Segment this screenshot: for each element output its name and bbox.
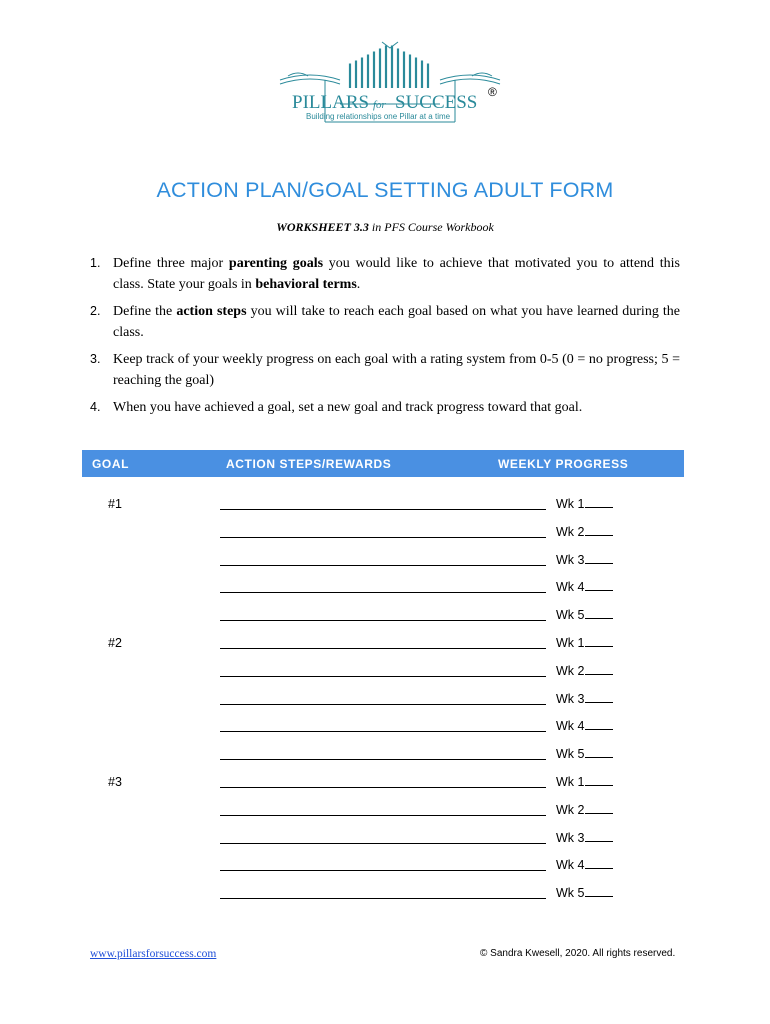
instruction-number: 3. bbox=[90, 352, 101, 366]
goal-week-row bbox=[220, 745, 640, 763]
instruction-number: 1. bbox=[90, 256, 101, 270]
week-rating-blank[interactable] bbox=[585, 856, 613, 869]
instruction-text: you would like to achieve that motivated you to attend this class. State your goals in bbox=[113, 256, 680, 292]
logo-name-success: SUCCESS bbox=[395, 92, 478, 113]
header-action-steps: ACTION STEPS/REWARDS bbox=[226, 457, 392, 471]
week-rating-blank[interactable] bbox=[585, 495, 613, 508]
week-label: Wk 2 bbox=[556, 524, 585, 539]
week-rating-blank[interactable] bbox=[585, 523, 613, 536]
instruction-item bbox=[90, 397, 680, 418]
week-label: Wk 2 bbox=[556, 802, 585, 817]
goal-week-row bbox=[220, 578, 640, 596]
instruction-item bbox=[90, 349, 680, 391]
week-progress bbox=[556, 495, 613, 511]
goal-label: #1 bbox=[108, 497, 122, 511]
registered-mark: ® bbox=[488, 85, 497, 99]
goal-week-row bbox=[220, 662, 640, 680]
week-progress bbox=[556, 690, 613, 706]
week-label: Wk 1 bbox=[556, 775, 585, 789]
action-step-blank-line[interactable] bbox=[220, 648, 546, 649]
instruction-number: 2. bbox=[90, 304, 101, 318]
logo-name-pillars: PILLARS bbox=[292, 92, 370, 113]
instruction-text: Define three major bbox=[113, 256, 229, 271]
week-label: Wk 2 bbox=[556, 663, 585, 678]
week-progress bbox=[556, 523, 613, 539]
week-progress bbox=[556, 829, 613, 845]
worksheet-source: in PFS Course Workbook bbox=[368, 220, 494, 234]
week-label: Wk 4 bbox=[556, 719, 585, 734]
week-rating-blank[interactable] bbox=[585, 773, 613, 786]
week-progress bbox=[556, 801, 613, 817]
week-label: Wk 5 bbox=[556, 886, 585, 901]
week-rating-blank[interactable] bbox=[585, 690, 613, 703]
week-label: Wk 5 bbox=[556, 608, 585, 623]
goal-week-row bbox=[220, 829, 640, 847]
instruction-text: . bbox=[356, 277, 361, 292]
action-step-blank-line[interactable] bbox=[220, 592, 546, 593]
week-rating-blank[interactable] bbox=[585, 578, 613, 591]
worksheet-number: WORKSHEET 3.3 bbox=[276, 220, 369, 234]
goal-week-row bbox=[220, 690, 640, 708]
pillars-for-success-logo bbox=[270, 40, 510, 160]
week-label: Wk 4 bbox=[556, 858, 585, 873]
instruction-text: Keep track of your weekly progress on each goal with a rating system from 0-5 (0 = no progress; 5 = reaching the goal) bbox=[113, 352, 680, 388]
week-progress bbox=[556, 551, 613, 567]
action-step-blank-line[interactable] bbox=[220, 620, 546, 621]
week-rating-blank[interactable] bbox=[585, 634, 613, 647]
action-step-blank-line[interactable] bbox=[220, 509, 546, 510]
instructions-list bbox=[90, 253, 680, 424]
week-progress bbox=[556, 606, 613, 622]
instruction-item bbox=[90, 253, 680, 295]
goal-week-row bbox=[220, 801, 640, 819]
table-header bbox=[82, 450, 684, 477]
week-rating-blank[interactable] bbox=[585, 606, 613, 619]
goal-label: #2 bbox=[108, 636, 122, 650]
action-step-blank-line[interactable] bbox=[220, 731, 546, 732]
week-progress bbox=[556, 884, 613, 900]
week-label: Wk 1 bbox=[556, 497, 585, 511]
website-link[interactable]: www.pillarsforsuccess.com bbox=[90, 948, 217, 960]
week-label: Wk 5 bbox=[556, 747, 585, 762]
action-step-blank-line[interactable] bbox=[220, 676, 546, 677]
week-rating-blank[interactable] bbox=[585, 884, 613, 897]
week-rating-blank[interactable] bbox=[585, 745, 613, 758]
action-step-blank-line[interactable] bbox=[220, 898, 546, 899]
goal-week-row bbox=[220, 606, 640, 624]
header-weekly-progress: WEEKLY PROGRESS bbox=[498, 457, 629, 471]
instruction-emphasis: behavioral terms bbox=[255, 277, 357, 292]
goal-label: #3 bbox=[108, 775, 122, 789]
goal-week-row bbox=[220, 634, 640, 652]
logo-graphic bbox=[270, 40, 510, 160]
week-label: Wk 4 bbox=[556, 580, 585, 595]
action-step-blank-line[interactable] bbox=[220, 815, 546, 816]
instruction-emphasis: parenting goals bbox=[228, 256, 324, 271]
instruction-text: When you have achieved a goal, set a new goal and track progress toward that goal. bbox=[113, 400, 583, 415]
action-step-blank-line[interactable] bbox=[220, 537, 546, 538]
week-progress bbox=[556, 578, 613, 594]
logo-for: for bbox=[373, 99, 386, 111]
action-step-blank-line[interactable] bbox=[220, 704, 546, 705]
copyright-notice: © Sandra Kwesell, 2020. All rights reserved. bbox=[480, 948, 676, 959]
week-progress bbox=[556, 717, 613, 733]
week-progress bbox=[556, 745, 613, 761]
week-label: Wk 3 bbox=[556, 691, 585, 706]
logo-tagline: Building relationships one Pillar at a time bbox=[306, 112, 451, 121]
week-label: Wk 3 bbox=[556, 552, 585, 567]
instruction-text: Define the bbox=[113, 304, 177, 319]
action-step-blank-line[interactable] bbox=[220, 565, 546, 566]
action-step-blank-line[interactable] bbox=[220, 843, 546, 844]
week-progress bbox=[556, 634, 613, 650]
instruction-item bbox=[90, 301, 680, 343]
header-goal: GOAL bbox=[92, 457, 130, 471]
week-rating-blank[interactable] bbox=[585, 829, 613, 842]
instruction-emphasis: action steps bbox=[176, 304, 247, 319]
goal-week-row bbox=[220, 523, 640, 541]
goal-week-row bbox=[220, 856, 640, 874]
week-progress bbox=[556, 662, 613, 678]
week-rating-blank[interactable] bbox=[585, 662, 613, 675]
instruction-number: 4. bbox=[90, 400, 101, 414]
instruction-text: you will take to reach each goal based on what you have learned during the class. bbox=[113, 304, 680, 340]
goal-week-row bbox=[220, 717, 640, 735]
week-label: Wk 3 bbox=[556, 830, 585, 845]
week-progress bbox=[556, 856, 613, 872]
worksheet-subtitle bbox=[0, 220, 770, 235]
week-rating-blank[interactable] bbox=[585, 551, 613, 564]
goal-week-row bbox=[220, 495, 640, 513]
week-rating-blank[interactable] bbox=[585, 717, 613, 730]
action-step-blank-line[interactable] bbox=[220, 870, 546, 871]
goal-week-row bbox=[220, 773, 640, 791]
week-rating-blank[interactable] bbox=[585, 801, 613, 814]
page-title: ACTION PLAN/GOAL SETTING ADULT FORM bbox=[156, 178, 614, 202]
goal-week-row bbox=[220, 884, 640, 902]
week-progress bbox=[556, 773, 613, 789]
action-step-blank-line[interactable] bbox=[220, 787, 546, 788]
week-label: Wk 1 bbox=[556, 636, 585, 650]
goal-week-row bbox=[220, 551, 640, 569]
action-step-blank-line[interactable] bbox=[220, 759, 546, 760]
